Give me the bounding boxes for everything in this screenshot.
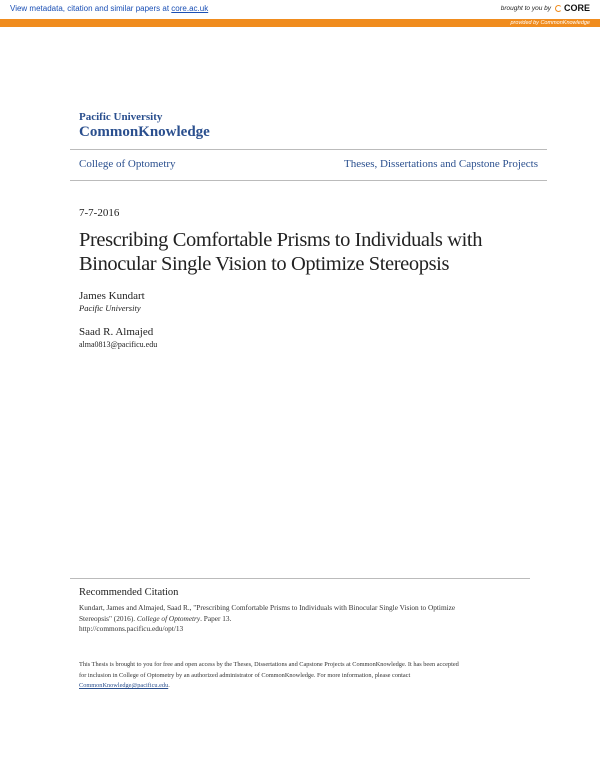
brought-by-text: brought to you by xyxy=(500,4,551,12)
citation-text xyxy=(79,603,529,635)
title-line-2: Binocular Single Vision to Optimize Stereopsis xyxy=(79,253,450,275)
notice-line-1: This Thesis is brought to you for free and open access by the Theses, Dissertations and Capstone Projects at CommonKnowledge. It has been accepted xyxy=(79,661,459,668)
author-affiliation: Pacific University xyxy=(79,303,141,313)
college-link[interactable]: College of Optometry xyxy=(79,158,176,170)
core-logo[interactable] xyxy=(555,3,590,13)
author-2 xyxy=(79,325,157,350)
core-logo-text: CORE xyxy=(563,3,590,13)
repository-brand[interactable] xyxy=(79,111,210,141)
citation-line-2b: . Paper 13. xyxy=(200,613,232,623)
contact-email-link[interactable]: CommonKnowledge@pacificu.edu xyxy=(79,682,169,689)
citation-heading: Recommended Citation xyxy=(79,587,179,598)
citation-line-2a: Stereopsis" (2016). xyxy=(79,613,136,623)
paper-title xyxy=(79,228,549,276)
metadata-text: View metadata, citation and similar papers at xyxy=(10,4,170,13)
metadata-notice xyxy=(10,4,208,13)
repository-name: CommonKnowledge xyxy=(79,124,210,140)
university-name: Pacific University xyxy=(79,111,163,123)
author-name: James Kundart xyxy=(79,290,145,302)
core-logo-icon xyxy=(555,5,562,12)
brought-by xyxy=(501,3,590,13)
contact-suffix: . xyxy=(168,682,170,689)
provided-by-text: provided by CommonKnowledge xyxy=(510,20,590,26)
citation-journal: College of Optometry xyxy=(136,613,201,623)
core-link[interactable]: core.ac.uk xyxy=(171,4,209,13)
provider-bar xyxy=(0,19,600,27)
citation-divider xyxy=(70,578,530,579)
collection-link[interactable]: Theses, Dissertations and Capstone Projects xyxy=(344,158,538,170)
author-email: alma0813@pacificu.edu xyxy=(79,340,158,349)
collection-nav xyxy=(70,149,547,181)
notice-line-2: for inclusion in College of Optometry by an authorized administrator of CommonKnowledge. For more information, please contact xyxy=(79,671,411,679)
top-banner xyxy=(0,0,600,19)
citation-url: http://commons.pacificu.edu/opt/13 xyxy=(79,624,184,633)
publication-date: 7-7-2016 xyxy=(79,207,120,219)
title-line-1: Prescribing Comfortable Prisms to Individuals with xyxy=(79,229,483,251)
access-notice xyxy=(79,660,529,692)
citation-line-1: Kundart, James and Almajed, Saad R., "Prescribing Comfortable Prisms to Individuals with Binocular Single Vision to Optimize xyxy=(79,603,456,612)
author-1 xyxy=(79,289,145,314)
author-name: Saad R. Almajed xyxy=(79,326,154,338)
